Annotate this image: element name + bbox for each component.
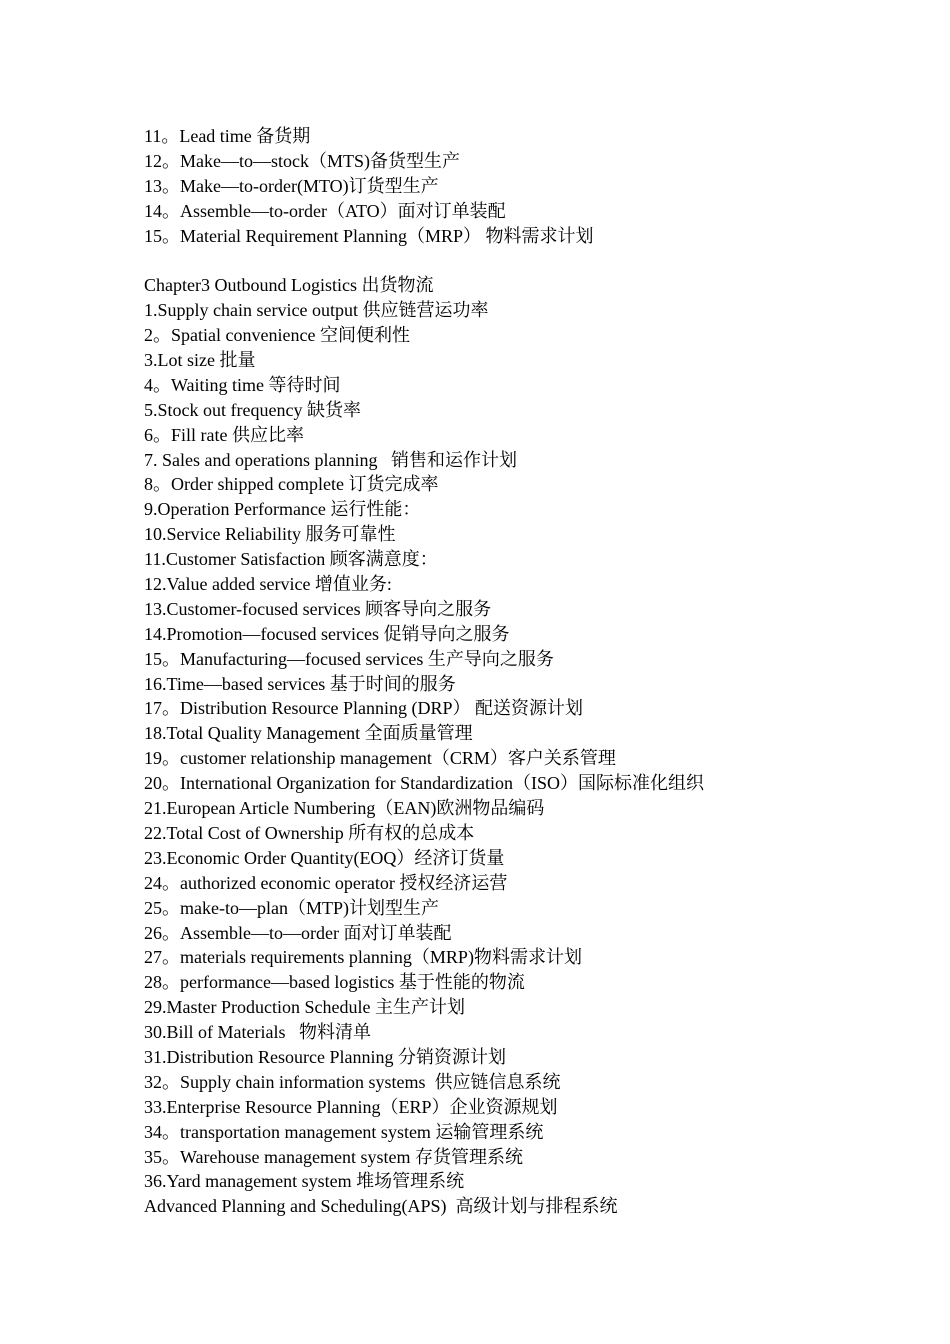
term-line: 13.Customer-focused services 顾客导向之服务 bbox=[144, 598, 492, 619]
term-line: 18.Total Quality Management 全面质量管理 bbox=[144, 723, 473, 744]
chapter-heading: Chapter3 Outbound Logistics 出货物流 bbox=[144, 275, 434, 296]
term-line: 19。customer relationship management（CRM）客户关系管理 bbox=[144, 748, 616, 769]
term-line: 29.Master Production Schedule 主生产计划 bbox=[144, 997, 465, 1018]
term-line: 12.Value added service 增值业务: bbox=[144, 574, 392, 595]
term-line: 15。Manufacturing—focused services 生产导向之服务 bbox=[144, 648, 554, 669]
term-line: 25。make-to—plan（MTP)计划型生产 bbox=[144, 897, 439, 918]
term-line: 31.Distribution Resource Planning 分销资源计划 bbox=[144, 1046, 506, 1067]
term-line: 35。Warehouse management system 存货管理系统 bbox=[144, 1146, 523, 1167]
blank-line bbox=[144, 248, 904, 273]
term-line: 6。Fill rate 供应比率 bbox=[144, 424, 304, 445]
term-line: 30.Bill of Materials 物料清单 bbox=[144, 1022, 371, 1043]
term-line: 26。Assemble—to—order 面对订单装配 bbox=[144, 922, 452, 943]
term-line: 16.Time—based services 基于时间的服务 bbox=[144, 673, 456, 694]
term-line: 12。Make—to—stock（MTS)备货型生产 bbox=[144, 150, 460, 171]
term-line: 23.Economic Order Quantity(EOQ）经济订货量 bbox=[144, 847, 505, 868]
term-line: 24。authorized economic operator 授权经济运营 bbox=[144, 872, 508, 893]
term-line: 7. Sales and operations planning 销售和运作计划 bbox=[144, 449, 517, 470]
term-line: 27。materials requirements planning（MRP)物料需求计划 bbox=[144, 947, 582, 968]
term-line: 10.Service Reliability 服务可靠性 bbox=[144, 524, 396, 545]
term-line: 14。Assemble—to-order（ATO）面对订单装配 bbox=[144, 200, 506, 221]
document-body bbox=[144, 124, 904, 1219]
term-line: 5.Stock out frequency 缺货率 bbox=[144, 399, 361, 420]
term-line: 34。transportation management system 运输管理系统 bbox=[144, 1121, 544, 1142]
term-line: 4。Waiting time 等待时间 bbox=[144, 374, 341, 395]
term-line: 14.Promotion—focused services 促销导向之服务 bbox=[144, 623, 510, 644]
term-line: 33.Enterprise Resource Planning（ERP）企业资源规划 bbox=[144, 1096, 558, 1117]
term-line: 32。Supply chain information systems 供应链信息系统 bbox=[144, 1071, 561, 1092]
term-line: 20。International Organization for Standardization（ISO）国际标准化组织 bbox=[144, 773, 705, 794]
term-line: 1.Supply chain service output 供应链营运功率 bbox=[144, 300, 489, 321]
term-line: 15。Material Requirement Planning（MRP） 物料需求计划 bbox=[144, 225, 594, 246]
term-line: 2。Spatial convenience 空间便利性 bbox=[144, 325, 410, 346]
term-line: 9.Operation Performance 运行性能： bbox=[144, 499, 421, 520]
term-line: 21.European Article Numbering（EAN)欧洲物品编码 bbox=[144, 798, 545, 819]
term-line: 11。Lead time 备货期 bbox=[144, 126, 311, 146]
term-line: 8。Order shipped complete 订货完成率 bbox=[144, 474, 439, 495]
term-line: 17。Distribution Resource Planning (DRP） 配送资源计划 bbox=[144, 698, 583, 719]
term-line: 3.Lot size 批量 bbox=[144, 350, 256, 371]
term-line: Advanced Planning and Scheduling(APS) 高级计划与排程系统 bbox=[144, 1196, 618, 1217]
term-list-section-1 bbox=[144, 124, 904, 248]
term-line: 13。Make—to-order(MTO)订货型生产 bbox=[144, 175, 439, 196]
term-line: 36.Yard management system 堆场管理系统 bbox=[144, 1171, 465, 1192]
term-list-section-2 bbox=[144, 298, 904, 1219]
term-line: 22.Total Cost of Ownership 所有权的总成本 bbox=[144, 822, 475, 843]
term-line: 28。performance—based logistics 基于性能的物流 bbox=[144, 972, 525, 993]
term-line: 11.Customer Satisfaction 顾客满意度： bbox=[144, 549, 438, 570]
